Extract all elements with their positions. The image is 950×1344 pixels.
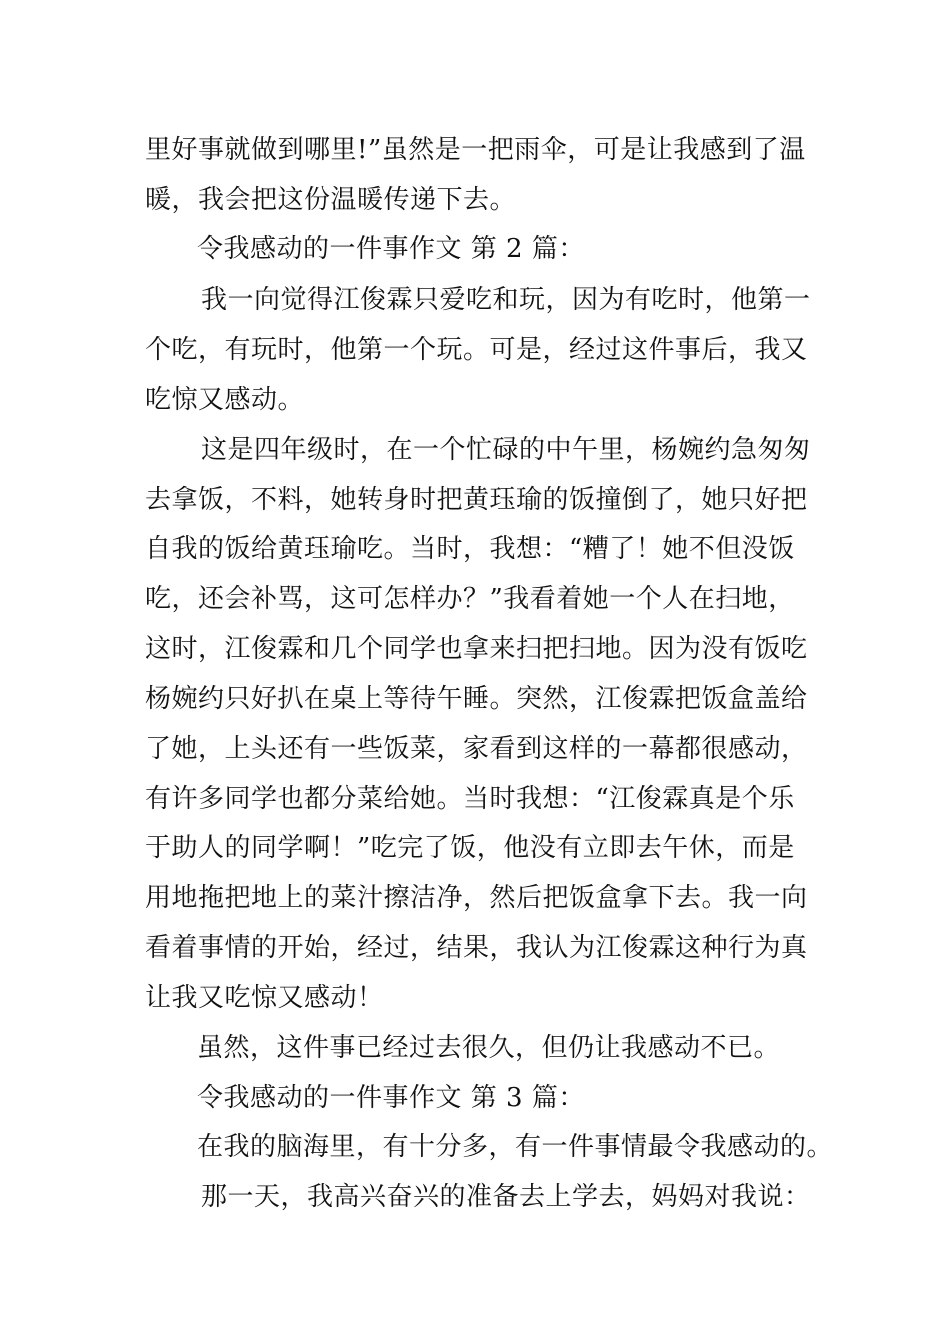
text-line: 用地拖把地上的菜汁擦洁净，然后把饭盒拿下去。我一向 — [145, 883, 808, 913]
text-line: 有许多同学也都分菜给她。当时我想：“江俊霖真是个乐 — [145, 784, 795, 814]
text-line: 里好事就做到哪里!”虽然是一把雨伞，可是让我感到了温 — [145, 135, 806, 165]
text-line: 去拿饭，不料，她转身时把黄珏瑜的饭撞倒了，她只好把 — [145, 485, 808, 515]
text-line: 那一天，我高兴奋兴的准备去上学去，妈妈对我说： — [201, 1182, 811, 1212]
text-line: 于助人的同学啊！”吃完了饭，他没有立即去午休，而是 — [145, 833, 795, 863]
text-line: 这时，江俊霖和几个同学也拿来扫把扫地。因为没有饭吃 — [145, 634, 808, 664]
text-line: 暖，我会把这份温暖传递下去。 — [145, 185, 517, 215]
text-line: 在我的脑海里，有十分多，有一件事情最令我感动的。 — [197, 1132, 834, 1162]
text-line: 让我又吃惊又感动！ — [145, 983, 384, 1013]
text-line: 了她，上头还有一些饭菜，家看到这样的一幕都很感动， — [145, 734, 808, 764]
text-line: 吃惊又感动。 — [145, 385, 305, 415]
text-line: 杨婉约只好扒在桌上等待午睡。突然，江俊霖把饭盒盖给 — [145, 684, 808, 714]
text-line: 这是四年级时，在一个忙碌的中午里，杨婉约急匆匆 — [201, 435, 811, 465]
section-heading: 令我感动的一件事作文 第 2 篇： — [197, 234, 585, 264]
text-line: 个吃，有玩时，他第一个玩。可是，经过这件事后，我又 — [145, 335, 808, 365]
text-line: 虽然，这件事已经过去很久，但仍让我感动不已。 — [197, 1033, 781, 1063]
text-line: 我一向觉得江俊霖只爱吃和玩，因为有吃时，他第一 — [201, 285, 811, 315]
text-line: 吃，还会补骂，这可怎样办？”我看着她一个人在扫地， — [145, 584, 795, 614]
text-line: 看着事情的开始，经过，结果，我认为江俊霖这种行为真 — [145, 933, 808, 963]
text-line: 自我的饭给黄珏瑜吃。当时，我想：“糟了！她不但没饭 — [145, 534, 795, 564]
section-heading: 令我感动的一件事作文 第 3 篇： — [197, 1083, 585, 1113]
